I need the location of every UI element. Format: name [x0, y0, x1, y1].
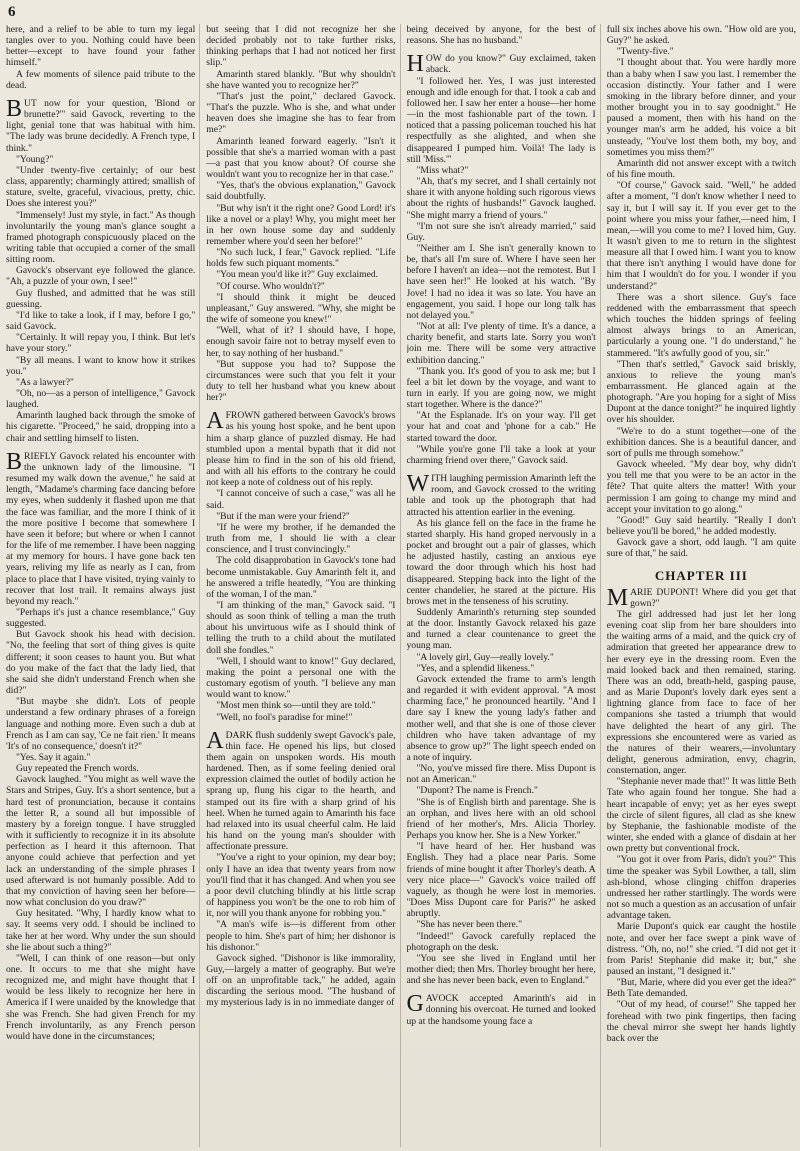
dropcap: M [606, 584, 629, 611]
dropcap: B [6, 448, 23, 475]
paragraph: "Oh, no—as a person of intelligence," Gavock laughed. [6, 388, 196, 411]
paragraph: "Well, what of it? I should have, I hope, enough savoir faire not to betray myself even to her, to say nothing of her husband." [206, 325, 396, 359]
text-columns [6, 24, 796, 1147]
paragraph: "Perhaps it's just a chance resemblance," Guy suggested. [6, 606, 196, 630]
paragraph: "If he were my brother, if he demanded the truth from me, I should lie with a clear conscience, and I trust convincingly." [206, 521, 396, 556]
paragraph: "Most men think so—until they are told." [216, 700, 376, 712]
paragraph: "Out of my head, of course!" She tapped her forehead with two pink fingertips, then facing the cheval mirror she swept her hands lightly back over the [606, 999, 796, 1044]
paragraph: "Indeed!" Gavock carefully replaced the photograph on the desk. [406, 930, 596, 953]
paragraph: "I cannot conceive of such a case," was all he said. [206, 488, 396, 511]
paragraph: The cold disapprobation in Gavock's tone had become unmistakable. Guy Amarinth felt it, and he answered a trifle heatedly, "You are thinking of the woman, I of the man." [206, 555, 396, 600]
paragraph-dropcap [6, 95, 196, 154]
paragraph-dropcap [407, 993, 596, 1026]
paragraph: "Good!" Guy said heartily. "Really I don't believe you'll be bored," he added modestly. [606, 514, 796, 538]
paragraph-text: AVOCK accepted Amarinth's aid in donning his overcoat. He turned and looked up at the handsome young face a [406, 993, 596, 1027]
paragraph: "That's just the point," declared Gavock. "That's the puzzle. Who is she, and what under heaven does she imagine she has to fear from me?" [206, 90, 396, 136]
column-2 [206, 24, 400, 1147]
paragraph: "You got it over from Paris, didn't you?" This time the speaker was Sybil Lowther, a tall, slim ash-blond, whose clinging chiffon draperies undressed her rather startlingly. The words were not so much a question as an accusation of unfair advantage taken. [606, 854, 796, 922]
dropcap: A [206, 408, 224, 435]
dropcap: H [406, 51, 424, 78]
paragraph: "But why isn't it the right one? Good Lord! it's like a novel or a play! Why, you might meet her in her own house some day and suddenly remember where you'd seen her before!" [206, 202, 396, 247]
paragraph: "But, Marie, where did you ever get the idea?" Beth Tate demanded. [606, 977, 796, 1000]
paragraph-dropcap [406, 51, 596, 78]
dropcap: A [206, 727, 224, 754]
paragraph: "Well, I can think of one reason—but only one. It occurs to me that she might have recognized me, and might have thought that I would be less likely to recognize her here in America if I were unaided by the knowledge that she was French. She had given French for my French involuntarily, as any French person would have done in the circumstances; [6, 952, 196, 1042]
paragraph: Guy hesitated. "Why, I hardly know what to say. It seems very odd. I should be inclined to take her at her word. Why under the sun should she lie about such a thing?" [6, 908, 196, 953]
paragraph: A few moments of silence paid tribute to the dead. [6, 68, 196, 91]
paragraph: "Ah, that's my secret, and I shall certainly not share it with anyone holding such rigorous views about the rights of husbands!" Gavock laughed. "She might marry a friend of yours." [406, 176, 596, 221]
paragraph: Gavock laughed. "You might as well wave the Stars and Stripes, Guy. It's a short sentence, but a hard test of pronunciation, because it contains the letter R, a sound all but impossible of mastery by a foreign tongue. I have struggled with it sufficiently to recognize it in its absolute perfection as I heard it this afternoon. That anyone could achieve that perfection and yet lack an understanding of the simple phrases I used afterward is not humanly possible. Add to that my conviction of having seen her before—now what conclusion do you draw?" [6, 774, 196, 909]
paragraph: "Neither am I. She isn't generally known to be, that's all I'm sure of. Where I have seen her before I haven't an idea—not the remotest. But I have seen her!" He looked at his watch. "By Jove! I had no idea it was so late. You have an engagement, you said. I hope our long talk has not delayed you." [406, 242, 596, 321]
paragraph: Gavock's observant eye followed the glance. "Ah, a puzzle of your own, I see!" [6, 265, 196, 288]
paragraph: "No, you've missed fire there. Miss Dupont is not an American." [406, 763, 596, 786]
paragraph: full six inches above his own. "How old are you, Guy?" he asked. [606, 24, 796, 47]
paragraph: "Yes, and a splendid likeness." [416, 662, 535, 674]
paragraph: "Well, no fool's paradise for mine!" [216, 711, 353, 723]
paragraph: "She is of English birth and parentage. She is an orphan, and lives here with an old school friend of her mother's, Mrs. Alicia Thorley. Perhaps you know her. She is a New Yorker." [406, 796, 596, 842]
paragraph: Amarinth laughed back through the smoke of his cigarette. "Proceed," he said, dropping into a chair and settling himself to listen. [6, 410, 196, 444]
paragraph: being deceived by anyone, for the best of reasons. She has no husband." [406, 24, 596, 47]
paragraph: "At the Esplanade. It's on your way. I'll get your hat and coat and 'phone for a cab." He started toward the door. [406, 410, 596, 444]
paragraph: here, and a relief to be able to turn my legal tangles over to you. Nothing could have been better—except to have found your father himself." [6, 24, 196, 69]
paragraph: "Well, I should want to know!" Guy declared, making the point a personal one with the customary egotism of youth. "I believe any man would want to know." [206, 655, 396, 701]
paragraph-dropcap [606, 584, 796, 611]
paragraph: "I thought about that. You were hardly more than a baby when I saw you last. I remember the occasion distinctly. Your father and I were smoking in the library before dinner, and your mother brought you in to say goodnight." He paused a moment, then with his hand on the younger man's arm he added, his voice a bit unsteady, "You've lost them both, my boy, and sometimes you miss them?" [606, 57, 796, 158]
dropcap: W [406, 471, 430, 498]
paragraph-dropcap [206, 410, 395, 488]
paragraph: "Certainly. It will repay you, I think. But let's have your story." [6, 332, 196, 355]
paragraph: "I'm not sure she isn't already married," said Guy. [406, 220, 596, 243]
column-1 [6, 24, 200, 1147]
paragraph: Gavock extended the frame to arm's length and regarded it with evident approval. "A most charming face," he pronounced heartily. "And I dare say I knew the young lady's father and mother well, and that she is one of those clever children who have taken advantage of my absence to grow up?" The light speech ended on a note of inquiry. [406, 673, 596, 763]
paragraph-text: DARK flush suddenly swept Gavock's pale, thin face. He opened his lips, but closed them again on unspoken words. His mouth hardened. Then, as if some feeling denied oral expression claimed the outlet of bodily action he sprang up, flung his cigar to the hearth, and stamped out its fire with a sharp grind of his heel. When he turned again to Amarinth his face had relaxed into its usual cheerful calm. He laid his hand on the young man's shoulder with affectionate pressure. [206, 729, 396, 853]
paragraph-text: ITH laughing permission Amarinth left the room, and Gavock crossed to the writing table and took up the photograph that had attracted his attention earlier in the evening. [406, 473, 596, 518]
paragraph-dropcap [407, 473, 596, 518]
dropcap: G [406, 991, 424, 1018]
paragraph: "But suppose you had to? Suppose the circumstances were such that you felt it your duty to tell her husband what you knew about her?" [206, 358, 396, 404]
paragraph: Gavock sighed. "Dishonor is like immorality, Guy,—largely a matter of geography. But we're off on an unprofitable tack," he added, again discarding the serious mood. "The husband of my mysterious lady is in no immediate danger of [206, 952, 396, 1009]
paragraph: "Miss what?" [416, 164, 469, 176]
paragraph-text: FROWN gathered between Gavock's brows as his young host spoke, and he bent upon him a sharp glance of puzzled dismay. He had stumbled upon a mental bypath that it did not please him to find in the son of his old friend, and with all his efforts to the contrary he could not keep a note of coldness out of his reply. [206, 410, 396, 489]
paragraph: "While you're gone I'll take a look at your charming friend over there," Gavock said. [406, 443, 596, 466]
paragraph: "Under twenty-five certainly; of our best class, apparently; charmingly attired; smallish of stature, svelte, graceful, vivacious, pretty, chic. Does she interest you?" [6, 164, 196, 210]
paragraph: "You see she lived in England until her mother died; then Mrs. Thorley brought her here, and she has never been back, even to England." [406, 952, 596, 987]
paragraph: "I should think it might be deuced unpleasant," Guy answered. "Why, she might be the wife of someone you knew!" [206, 291, 396, 326]
paragraph: But Gavock shook his head with decision. "No, the feeling that sort of thing gives is quite different; it soon ceases to haunt you. But what do you make of the fact that the lady lied, that she said she didn't understand French when she did?" [6, 629, 196, 697]
paragraph: "I am thinking of the man," Gavock said. "I should as soon think of telling a man the truth about his unvirtuous wife as I should think of telling the truth to a child about the mutilated doll she fondles." [206, 599, 396, 656]
paragraph: "As a lawyer?" [16, 376, 74, 388]
paragraph: "A man's wife is—is different from other people to him. She's part of him; her dishonor is his dishonor." [206, 919, 396, 953]
paragraph: "Of course. Who wouldn't?" [216, 280, 325, 292]
paragraph: Suddenly Amarinth's returning step sounded at the door. Instantly Gavock relaxed his gaze and turned a clear countenance to greet the young man. [406, 606, 596, 652]
paragraph-text: ARIE DUPONT! Where did you get that gown?" [630, 586, 796, 609]
paragraph: "By all means. I want to know how it strikes you." [6, 354, 196, 377]
paragraph: Guy repeated the French words. [16, 763, 139, 775]
paragraph: "Yes. Say it again." [16, 752, 91, 763]
paragraph: The girl addressed had just let her long evening coat slip from her bare shoulders into the waiting arms of a maid, and the quick cry of admiration that greeted her appearance drew to her every eye in the dressing room. Even the maid looked back and then remained, staring. There was an odd, breath-held, gasping pause, and as Marie Dupont's lovely dark eyes sent a lightning glance from face to face of her companions she tasted a triumph that would have delighted the heart of any girl. The expressions she encountered were as varied as the natures of their wearers,—involuntary delight, generous admiration, envy, chagrin, consternation, anger. [606, 608, 796, 777]
paragraph: "Dupont? The name is French." [416, 785, 538, 797]
paragraph: Gavock wheeled. "My dear boy, why didn't you tell me that you were to be an actor in the fête? That quite alters the matter! With your permission I am going to change my mind and accept your invitation to go along." [606, 459, 796, 515]
paragraph: "We're to do a stunt together—one of the exhibition dances. She is a beautiful dancer, and sort of pulls me through somehow." [606, 425, 796, 459]
paragraph: "You've a right to your opinion, my dear boy; only I have an idea that twenty years from now you'll find that it has changed. And when you see a poor devil clutching blindly at his little scrap of happiness you won't be the one to rob him of it, nor will you thank anyone for robbing you." [206, 852, 396, 920]
paragraph: "You mean you'd like it?" Guy exclaimed. [216, 269, 379, 281]
paragraph: "Twenty-five." [616, 46, 674, 58]
paragraph: "Thank you. It's good of you to ask me; but I feel a bit let down by the voyage, and want to turn in early. If you are going now, we might start together. Where is the dance?" [406, 365, 596, 411]
paragraph: "But maybe she didn't. Lots of people understand a few ordinary phrases of a foreign language and nothing more. Even such a dub at French as I am can say, 'Ce ne fait rien.' It means 'It's of no consequence,' doesn't it?" [6, 696, 196, 752]
page-number: 6 [8, 4, 16, 20]
paragraph: "Stephanie never made that!" It was little Beth Tate who again found her tongue. She had a heart incapable of envy; yet as her eyes swept the circle of silent figures, all clad as she knew by Stephanie, the fashionable modiste of the winter, she ended with a glance of disdain at her own pretty but conventional frock. [606, 776, 796, 855]
paragraph: There was a short silence. Guy's face reddened with the embarrassment that speech which touches the hidden springs of feeling almost always brings to an American, particularly a young one. "I do understand," he stammered. "It's awfully good of you, sir." [606, 291, 796, 359]
dropcap: B [6, 95, 23, 122]
paragraph-dropcap [206, 727, 396, 853]
paragraph: "I'd like to take a look, if I may, before I go," said Gavock. [6, 309, 196, 333]
paragraph: "Immensely! Just my style, in fact." As though involuntarily the young man's glance sought a framed photograph conspicuously placed on the writing table that occupied a corner of the small sitting room. [6, 209, 196, 266]
chapter-heading: CHAPTER III [654, 567, 748, 583]
paragraph: "No such luck, I fear," Gavock replied. "Life holds few such piquant moments." [206, 247, 396, 270]
paragraph: "Young?" [16, 153, 54, 165]
paragraph: As his glance fell on the face in the frame he started sharply. His hand groped nervously in a pocket and brought out a pair of glasses, which he adjusted hastily, casting an anxious eye toward the door through which his host had disappeared. Stepping back into the light of the center chandelier, he stared at the picture. His brows met in the tenseness of his scrutiny. [406, 517, 596, 607]
paragraph: Gavock gave a short, odd laugh. "I am quite sure of that," he said. [606, 537, 796, 560]
paragraph-text: UT now for your question, 'Blond or brunette?'" said Gavock, reverting to the light, genial tone that was habitual with him. "The lady was brune decidedly. A French type, I think." [6, 97, 196, 154]
paragraph: "But if the man were your friend?" [216, 510, 350, 522]
paragraph: Amarinth stared blankly. "But why shouldn't she have wanted you to recognize her?" [206, 68, 396, 91]
paragraph: Amarinth leaned forward eagerly. "Isn't it possible that she's a married woman with a past—a past that you know about? Of course she wouldn't want you to recognize her in that case." [206, 135, 396, 181]
paragraph: but seeing that I did not recognize her she decided probably not to take further risks, thinking perhaps that I had not noticed her first slip." [206, 24, 396, 69]
paragraph-text: OW do you know?" Guy exclaimed, taken aback. [425, 53, 596, 76]
paragraph: "I followed her. Yes, I was just interested enough and idle enough for that. I took a cab and followed her. I saw her enter a house—her home—in the most fashionable part of the town. I noticed that a passing policeman touched his hat respectfully as she alighted, and when she disappeared I pumped him. Voilà! The lady is still 'Miss.'" [406, 75, 596, 165]
paragraph: "A lovely girl, Guy—really lovely." [416, 651, 554, 663]
paragraph-text: RIEFLY Gavock related his encounter with the unknown lady of the limousine. "I resumed my walk down the avenue," he said at length, "Madame's charming face dancing before my eyes, when suddenly it flashed upon me that the face was familiar, and the more I think of it the more positive I become that somewhere I have seen it before; but where or when I cannot for the life of me remember. I have been nagging at my memory for hours. I have gone back ten years, reliving my life as nearly as I can, from place to place that I have visited, trying vainly to recover that lost trail. It remains always just beyond my reach." [6, 450, 196, 607]
paragraph: "Not at all: I've plenty of time. It's a dance, a charity benefit, and starts late. Sorry you won't join me. There will be some very attractive exhibition dancing." [406, 321, 596, 366]
paragraph-dropcap [6, 448, 196, 607]
paragraph: "Yes, that's the obvious explanation," Gavock said doubtfully. [206, 180, 396, 203]
paragraph: "I have heard of her. Her husband was English. They had a place near Paris. Some friends of mine bought it after Thorley's death. A very nice place—" Gavock's voice trailed off vaguely, as though he were lost in memories. "Does Miss Dupont care for Paris?" he asked abruptly. [406, 841, 596, 920]
column-3 [407, 24, 601, 1147]
paragraph: "Then that's settled," Gavock said briskly, anxious to relieve the young man's embarrassment. He glanced again at the photograph. "Are you hoping for a sight of Miss Dupont at the dance tonight?" he inquired lightly over his shoulder. [606, 358, 796, 426]
paragraph: "Of course," Gavock said. "Well," he added after a moment, "I don't know whether I need to say it, but I will say it. If you ever get to the point where you miss your father,—need him, I mean,—will you come to me? I loved him, Guy. It wasn't given to me to return in the slightest measure all that I owed him. I want you to know that there isn't anything I would have done for him that I wouldn't do for you. I wonder if you understand?" [606, 180, 796, 292]
paragraph: Guy flushed, and admitted that he was still guessing. [6, 287, 196, 310]
column-4 [607, 24, 796, 1147]
paragraph: Marie Dupont's quick ear caught the hostile note, and over her face swept a pink wave of distress. "Oh, no, no!" she cried. "I did not get it from Paris! Stephanie did make it; but," she paused an instant, "I designed it." [606, 921, 796, 977]
paragraph: "She has never been there." [416, 919, 523, 931]
paragraph: Amarinth did not answer except with a twitch of his fine mouth. [606, 157, 796, 181]
